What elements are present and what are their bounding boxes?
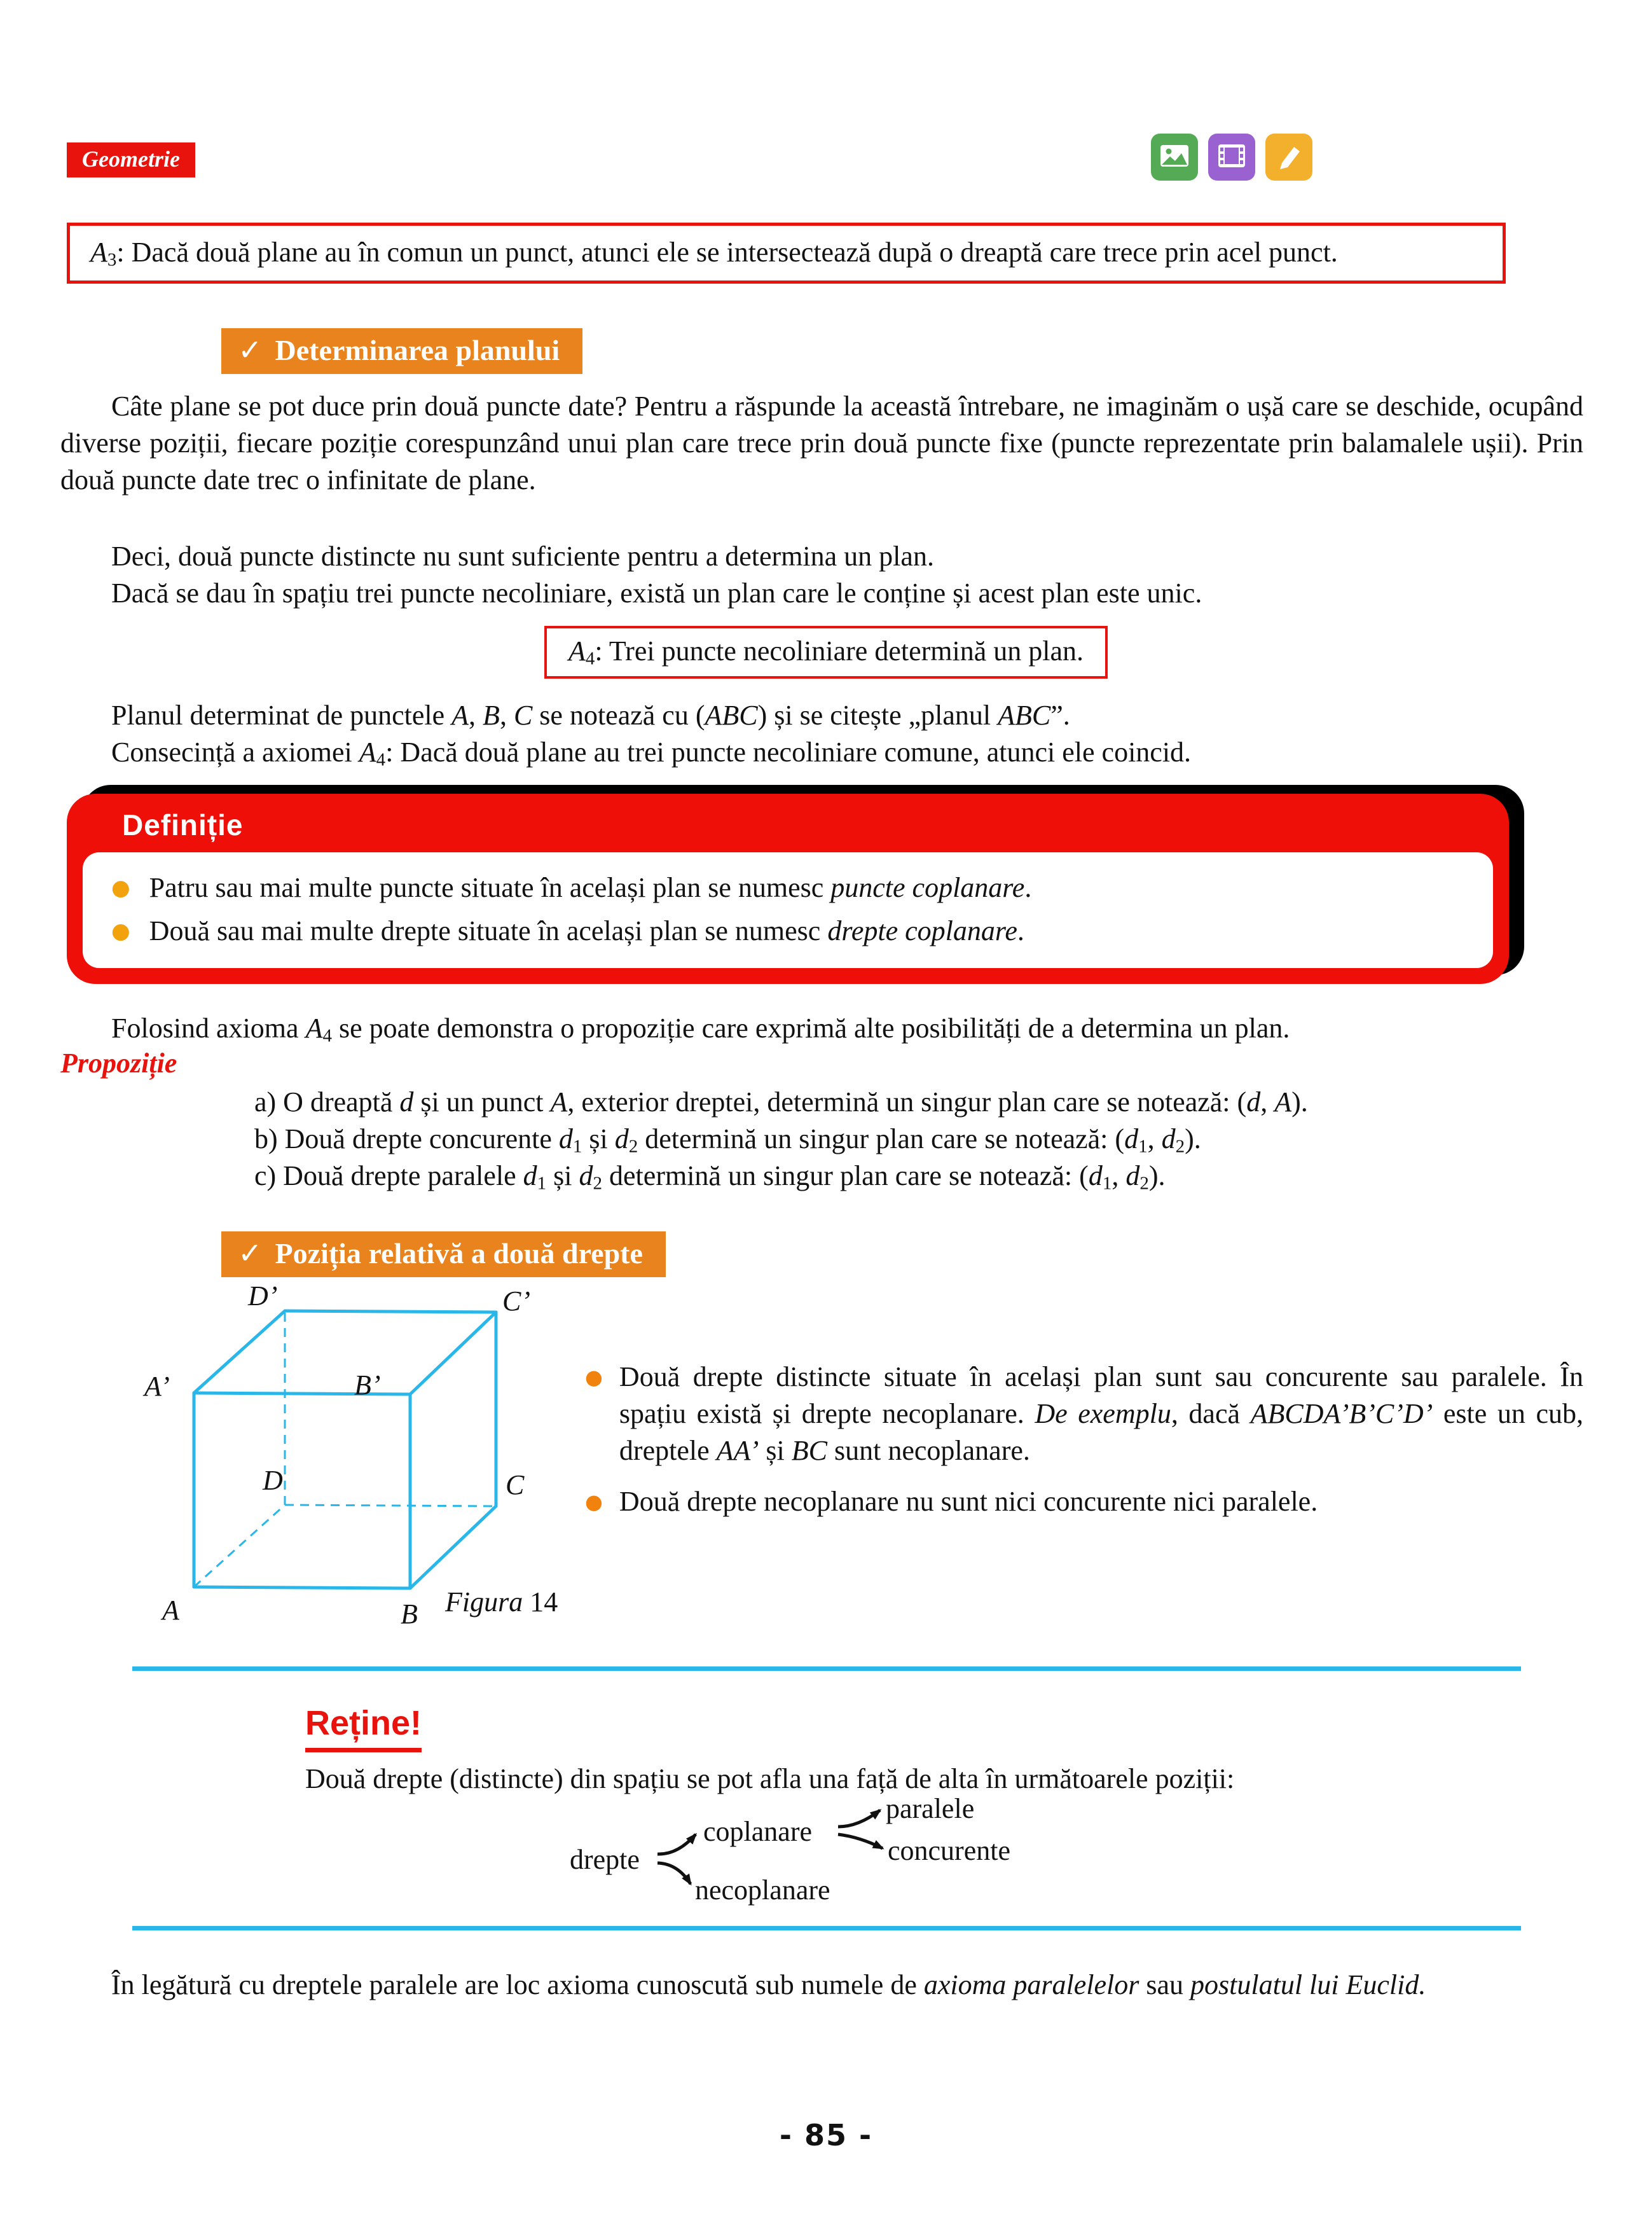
vertex-label-d-prime: D’ [248, 1280, 278, 1312]
proposition-item-b: b) Două drepte concurente $d_1$ și $d_2$ determină un singur plan care se notează: ($d_1$, $d_2$). [254, 1123, 1201, 1157]
definition-bullet-item [111, 910, 1464, 953]
definition-bullet-text: Două sau mai multe drepte situate în același plan se numesc drepte coplanare. [149, 915, 1024, 946]
pencil-icon [1265, 132, 1312, 183]
section-title: Determinarea planului [275, 334, 560, 366]
vertex-label-a-prime: A’ [144, 1371, 170, 1402]
tree-branch-coplanare: coplanare [703, 1816, 812, 1847]
pencil-icon-button[interactable] [1265, 134, 1312, 181]
retine-heading: Reține! [305, 1703, 422, 1752]
vertex-label-a: A [162, 1595, 179, 1626]
drepte-bullet-list [585, 1359, 1583, 1520]
image-icon-button[interactable] [1151, 134, 1198, 181]
paragraph-folosind: Folosind axioma $A_4$ se poate demonstra o propoziție care exprimă alte posibilități de a determina un plan. [111, 1013, 1290, 1046]
bullet-icon: ● [585, 1490, 603, 1514]
tree-leaf-paralele: paralele [886, 1793, 975, 1824]
bullet-paragraph [585, 1483, 1583, 1520]
tree-branch-necoplanare: necoplanare [695, 1874, 830, 1906]
paragraph-deci: Deci, două puncte distincte nu sunt suficiente pentru a determina un plan. [111, 541, 934, 572]
bullet-text: Două drepte necoplanare nu sunt nici concurente nici paralele. [619, 1486, 1318, 1517]
tree-diagram [565, 1789, 1086, 1922]
vertex-label-b: B [401, 1598, 418, 1630]
final-paragraph: În legătură cu dreptele paralele are loc axioma cunoscută sub numele de axioma paralelelor sau postulatul lui Euclid. [111, 1969, 1426, 2000]
cube-svg [143, 1275, 588, 1631]
paragraph-daca: Dacă se dau în spațiu trei puncte necoliniare, există un plan care le conține și acest plan este unic. [111, 578, 1202, 609]
checkmark-icon: ✓ [238, 1236, 263, 1270]
film-icon-button[interactable] [1208, 134, 1255, 181]
vertex-label-b-prime: B’ [354, 1369, 381, 1401]
axiom-a4-box: $A_4$: Trei puncte necoliniare determină un plan. [544, 626, 1108, 679]
cyan-divider-bottom [132, 1926, 1521, 1930]
definition-body [83, 852, 1493, 968]
section-title: Poziția relativă a două drepte [275, 1237, 643, 1270]
section-header-determinarea-planului [221, 328, 582, 374]
definition-bullet-text: Patru sau mai multe puncte situate în același plan se numesc puncte coplanare. [149, 872, 1032, 903]
geometrie-badge: Geometrie [67, 142, 195, 177]
page-number: - 85 - [779, 2118, 873, 2152]
definition-box [67, 794, 1509, 984]
proposition-label: Propoziție [60, 1048, 177, 1079]
tree-root-label: drepte [570, 1844, 640, 1875]
paragraph-cate-plane: Câte plane se pot duce prin două puncte date? Pentru a răspunde la această întrebare, ne imaginăm o ușă care se deschide, ocupând diverse poziții, fiecare poziție corespunzând unui plan care trece prin două puncte fixe (puncte reprezentate prin balamalele ușii). Prin două puncte date trec o infinitate de plane. [60, 391, 1583, 495]
bullet-text: Două drepte distincte situate în același plan sunt sau concurente sau paralele. În spațiu există și drepte necoplanare. De exemplu, dacă ABCDA’B’C’D’ este un cub, dreptele AA’ și BC sunt necoplanare. [619, 1361, 1583, 1466]
bullet-icon: ● [585, 1365, 603, 1389]
definition-bullet-item [111, 866, 1464, 910]
figure-caption: Figura 14 [445, 1586, 558, 1617]
axiom-a3-box: $A_3$: Dacă două plane au în comun un punct, atunci ele se intersectează după o dreaptă care trece prin acel punct. [67, 223, 1506, 284]
axiom-a4-wrapper [0, 626, 1652, 679]
toolbar-icons [1151, 134, 1312, 181]
image-icon [1151, 132, 1198, 183]
cyan-divider-top [132, 1666, 1521, 1671]
proposition-list [254, 1084, 1583, 1195]
vertex-label-c: C [506, 1469, 525, 1500]
paragraph-planul-determinat: Planul determinat de punctele A, B, C se notează cu (ABC) și se citește „planul ABC”. [111, 700, 1070, 731]
bullet-icon: ● [111, 918, 130, 944]
film-icon [1208, 132, 1255, 183]
bullet-icon: ● [111, 875, 130, 901]
bullet-paragraph [585, 1359, 1583, 1469]
proposition-item-a: a) O dreaptă d și un punct A, exterior dreptei, determină un singur plan care se notează: (d, A). [254, 1086, 1308, 1118]
paragraph-consecinta: Consecință a axiomei $A_4$: Dacă două plane au trei puncte necoliniare comune, atunci ele coincid. [111, 737, 1192, 770]
checkmark-icon: ✓ [238, 333, 263, 367]
retine-intro-text: Două drepte (distincte) din spațiu se pot afla una față de alta în următoarele poziții: [305, 1763, 1235, 1794]
proposition-item-c: c) Două drepte paralele $d_1$ și $d_2$ determină un singur plan care se notează: ($d_1$, $d_2$). [254, 1160, 1166, 1194]
cube-figure [143, 1275, 588, 1631]
vertex-label-d: D [263, 1465, 283, 1496]
definition-title: Definiție [122, 808, 244, 841]
tree-leaf-concurente: concurente [888, 1835, 1010, 1866]
vertex-label-c-prime: C’ [502, 1285, 530, 1317]
section-header-pozitia-relativa [221, 1231, 666, 1277]
